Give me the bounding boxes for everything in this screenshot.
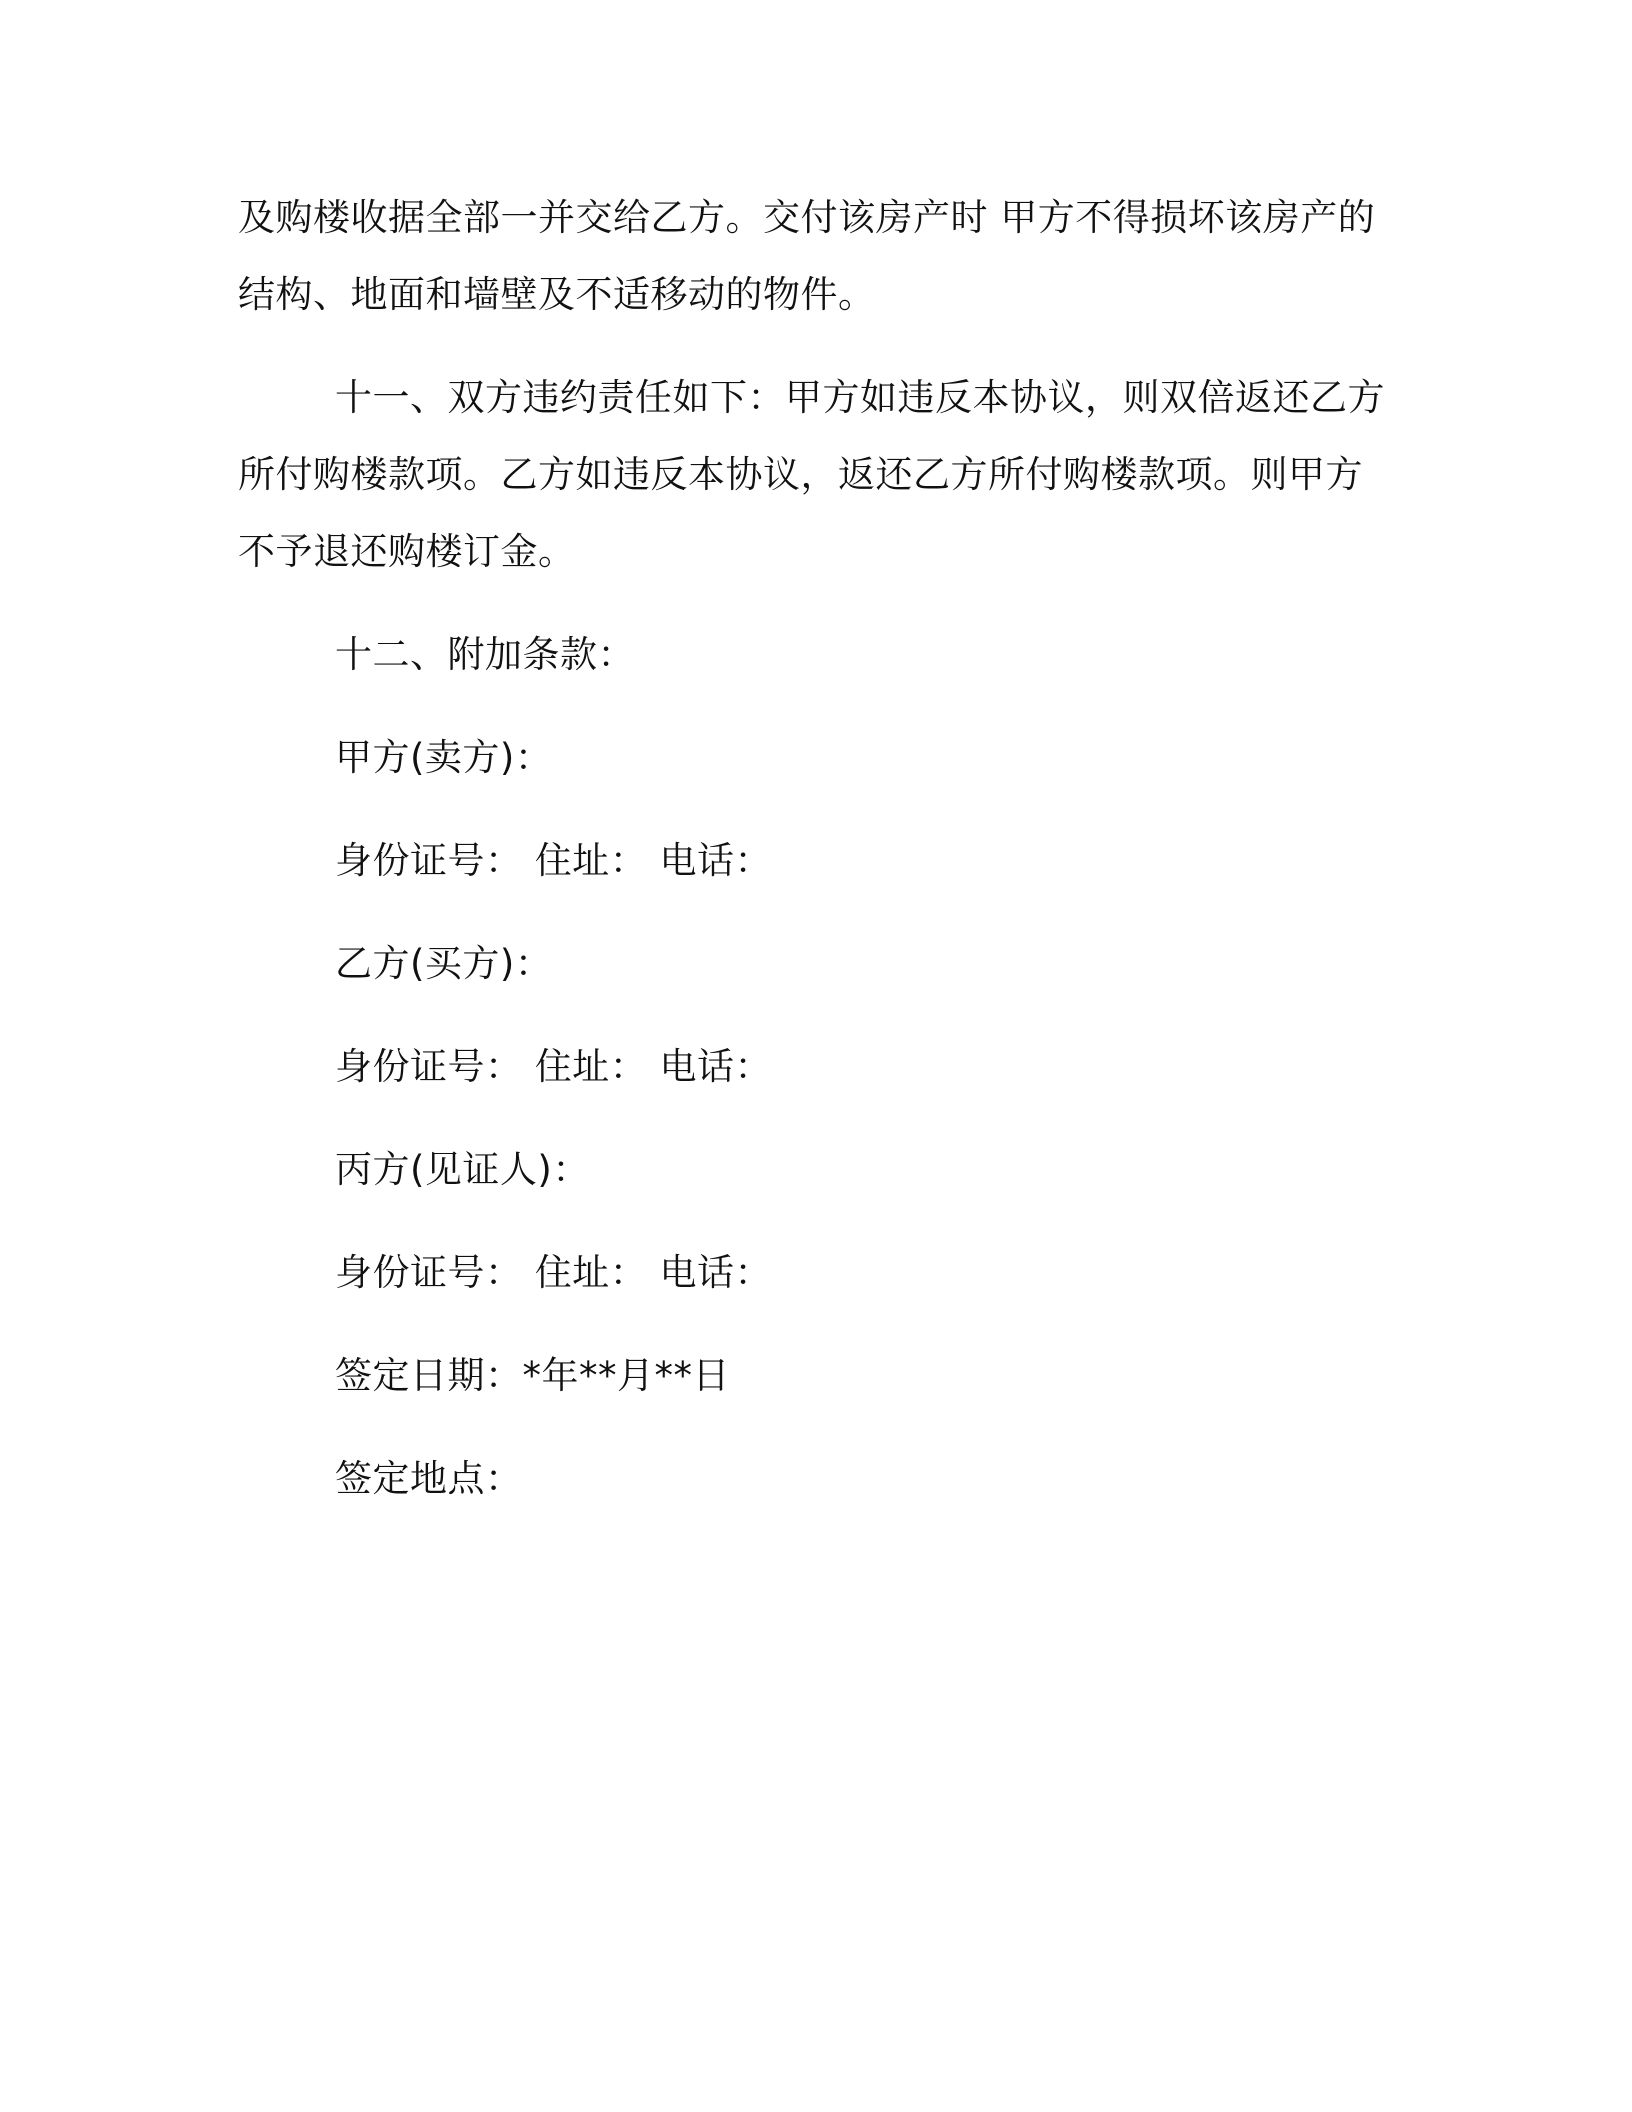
paragraph-12-heading: 十二、附加条款：: [335, 633, 635, 676]
signing-place: 签定地点：: [335, 1457, 523, 1500]
paragraph-11-line-3: 不予退还购楼订金。: [238, 530, 576, 573]
party-a-details: 身份证号： 住址： 电话：: [335, 839, 773, 882]
paragraph-11-line-2: 所付购楼款项。乙方如违反本协议，返还乙方所付购楼款项。则甲方: [238, 453, 1363, 496]
party-a-label: 甲方(卖方)：: [335, 736, 553, 779]
paragraph-11-line-1: 十一、双方违约责任如下：甲方如违反本协议，则双倍返还乙方: [335, 376, 1385, 419]
party-c-details: 身份证号： 住址： 电话：: [335, 1251, 773, 1294]
paragraph-10-line-1: 及购楼收据全部一并交给乙方。交付该房产时 甲方不得损坏该房产的: [238, 196, 1376, 239]
party-c-label: 丙方(见证人)：: [335, 1148, 590, 1191]
signing-date: 签定日期：*年**月**日: [335, 1354, 730, 1397]
paragraph-10-line-2: 结构、地面和墙壁及不适移动的物件。: [238, 273, 876, 316]
party-b-label: 乙方(买方)：: [335, 942, 553, 985]
party-b-details: 身份证号： 住址： 电话：: [335, 1045, 773, 1088]
